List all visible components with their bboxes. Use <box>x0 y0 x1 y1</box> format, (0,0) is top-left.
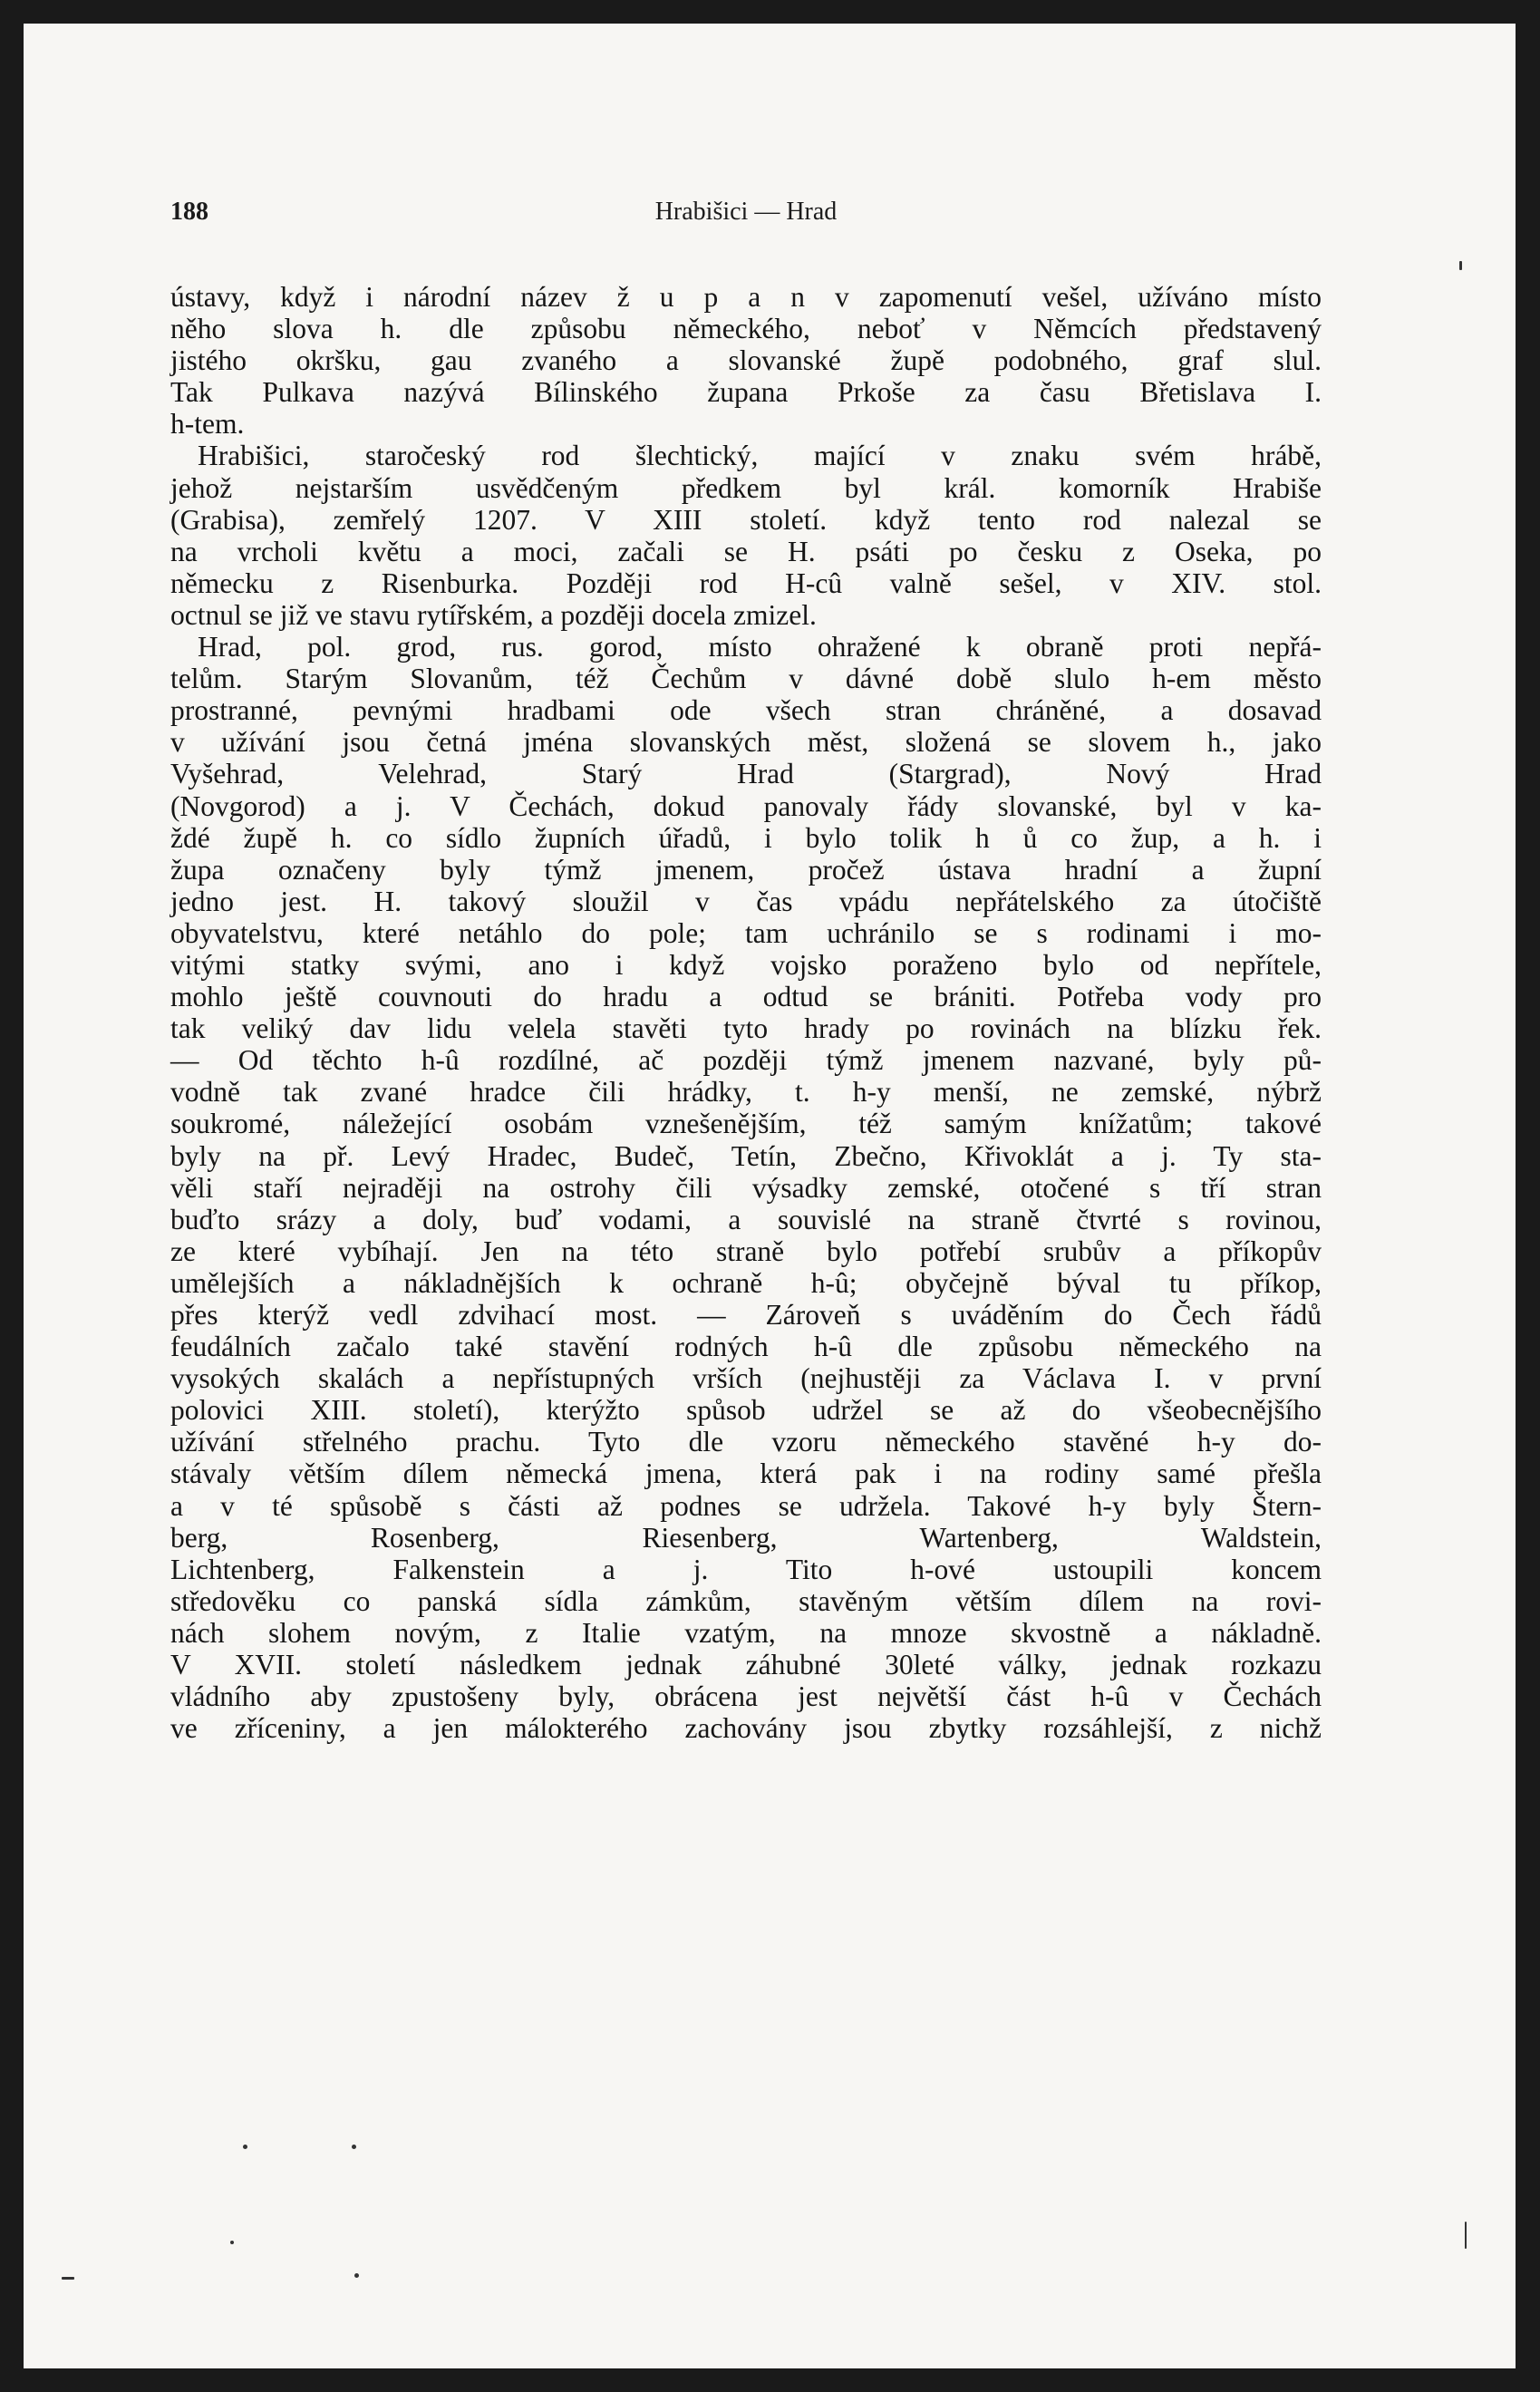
speck <box>243 2145 247 2149</box>
speck <box>230 2241 234 2244</box>
text-line: byly na př. Levý Hradec, Budeč, Tetín, Zbečno, Křivoklát a j. Ty sta- <box>170 1139 1322 1172</box>
text-line: ústavy, když i národní název ž u p a n v zapomenutí vešel, užíváno místo <box>170 281 1322 313</box>
text-line: obyvatelstvu, které netáhlo do pole; tam uchránilo se s rodinami i mo- <box>170 916 1322 949</box>
page-number: 188 <box>170 198 208 226</box>
entry-hrabisici-line: Hrabišici, staročeský rod šlechtický, mající v znaku svém hrábě, <box>198 440 1322 472</box>
text-line: župa označeny byly týmž jmenem, pročež ústava hradní a župní <box>170 853 1322 886</box>
text-line: stávaly větším dílem německá jmena, která pak i na rodiny samé přešla <box>170 1457 1322 1490</box>
text-line: telům. Starým Slovanům, též Čechům v dávné době slulo h-em město <box>170 663 1322 695</box>
text-line: mohlo ještě couvnouti do hradu a odtud se brániti. Potřeba vody pro <box>170 981 1322 1013</box>
text-line: Lichtenberg, Falkenstein a j. Tito h-ové ustoupili koncem <box>170 1553 1322 1585</box>
text-line: vysokých skalách a nepřístupných vrších (nejhustěji za Václava I. v první <box>170 1362 1322 1395</box>
text-line: ždé župě h. co sídlo župních úřadů, i bylo tolik h ů co žup, a h. i <box>170 821 1322 854</box>
speck <box>354 2273 359 2278</box>
text-line: Vyšehrad, Velehrad, Starý Hrad (Stargrad), Nový Hrad <box>170 758 1322 790</box>
speck <box>1465 2222 1467 2249</box>
speck <box>1459 261 1462 270</box>
text-line: vitými statky svými, ano i když vojsko poraženo bylo od nepřítele, <box>170 948 1322 981</box>
text-line: V XVII. století následkem jednak záhubné 30leté války, jednak rozkazu <box>170 1649 1322 1681</box>
text-line: h-tem. <box>170 408 245 441</box>
text-line: — Od těchto h-û rozdílné, ač později týmž jmenem nazvané, byly pů- <box>170 1044 1322 1077</box>
speck <box>352 2145 356 2149</box>
document-page <box>24 24 1516 2368</box>
text-line: užívání střelného prachu. Tyto dle vzoru německého stavěné h-y do- <box>170 1426 1322 1458</box>
text-line: soukromé, náležející osobám vznešenějším, též samým knížatům; takové <box>170 1108 1322 1140</box>
text-line: Tak Pulkava nazývá Bílinského župana Prkoše za času Břetislava I. <box>170 376 1322 409</box>
text-line: berg, Rosenberg, Riesenberg, Wartenberg, Waldstein, <box>170 1521 1322 1554</box>
text-line: jedno jest. H. takový sloužil v čas vpádu nepřátelského za útočiště <box>170 885 1322 917</box>
text-line: jehož nejstarším usvědčeným předkem byl král. komorník Hrabiše <box>170 471 1322 504</box>
text-line: buďto srázy a doly, buď vodami, a souvislé na straně čtvrté s rovinou, <box>170 1203 1322 1235</box>
text-line: prostranné, pevnými hradbami ode všech stran chráněné, a dosavad <box>170 694 1322 727</box>
text-line: nách slohem novým, z Italie vzatým, na mnoze skvostně a nákladně. <box>170 1616 1322 1649</box>
text-line: feudálních začalo také stavění rodných h-û dle způsobu německého na <box>170 1331 1322 1363</box>
text-line: přes kterýž vedl zdvihací most. — Zároveň s uváděním do Čech řádů <box>170 1299 1322 1331</box>
text-line: v užívání jsou četná jména slovanských měst, složená se slovem h., jako <box>170 726 1322 759</box>
body-text <box>170 281 1322 1744</box>
text-line: tak veliký dav lidu velela stavěti tyto hrady po rovinách na blízku řek. <box>170 1012 1322 1045</box>
text-line: umělejších a nákladnějších k ochraně h-û; obyčejně býval tu příkop, <box>170 1266 1322 1299</box>
running-title: Hrabišici — Hrad <box>654 198 838 226</box>
text-line: vodně tak zvané hradce čili hrádky, t. h-y menší, ne zemské, nýbrž <box>170 1076 1322 1109</box>
text-line: ze které vybíhají. Jen na této straně bylo potřebí srubův a příkopův <box>170 1235 1322 1267</box>
text-line: věli staří nejraději na ostrohy čili výsadky zemské, otočené s tří stran <box>170 1171 1322 1204</box>
text-line: octnul se již ve stavu rytířském, a později docela zmizel. <box>170 598 817 631</box>
text-line: středověku co panská sídla zámkům, stavěným větším dílem na rovi- <box>170 1584 1322 1617</box>
text-line: něho slova h. dle způsobu německého, neboť v Němcích představený <box>170 313 1322 345</box>
text-line: polovici XIII. století), kterýžto spůsob udržel se až do všeobecnějšího <box>170 1394 1322 1427</box>
text-line: německu z Risenburka. Později rod H-cû valně sešel, v XIV. stol. <box>170 567 1322 599</box>
text-line: na vrcholi květu a moci, začali se H. psáti po česku z Oseka, po <box>170 535 1322 567</box>
running-head <box>170 198 1322 234</box>
text-line: (Grabisa), zemřelý 1207. V XIII století. když tento rod nalezal se <box>170 503 1322 536</box>
text-line: vládního aby zpustošeny byly, obrácena jest největší část h-û v Čechách <box>170 1680 1322 1713</box>
speck <box>62 2277 74 2280</box>
entry-hrad-line: Hrad, pol. grod, rus. gorod, místo ohražené k obraně proti nepřá- <box>198 631 1322 663</box>
text-line: (Novgorod) a j. V Čechách, dokud panovaly řády slovanské, byl v ka- <box>170 789 1322 822</box>
text-line: ve zříceniny, a jen málokterého zachovány jsou zbytky rozsáhlejší, z nichž <box>170 1712 1322 1745</box>
text-line: a v té spůsobě s části až podnes se udržela. Takové h-y byly Štern- <box>170 1489 1322 1522</box>
text-line: jistého okršku, gau zvaného a slovanské župě podobného, graf slul. <box>170 344 1322 377</box>
